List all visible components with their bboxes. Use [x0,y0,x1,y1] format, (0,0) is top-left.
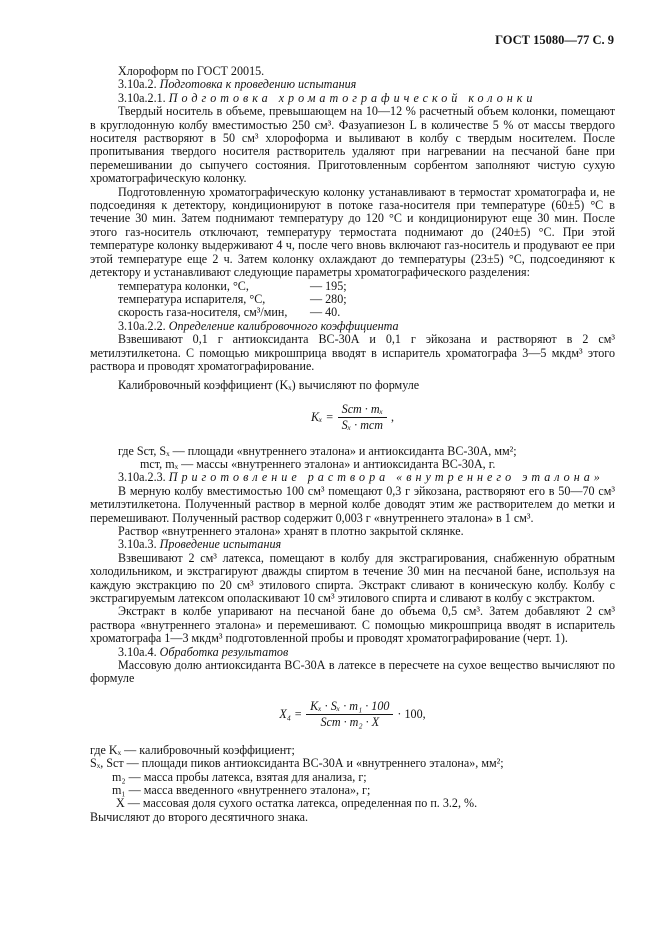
storage-paragraph: Раствор «внутреннего эталона» хранят в плотно закрытой склянке. [118,524,464,538]
section-3-10a-3 [90,538,615,551]
section-number: 3.10а.2.1. [118,90,166,105]
section-title: Подготовка хроматографической колонки [168,90,537,105]
parameter-row [118,306,615,319]
legend-line: где Sст, Sₓ — площади «внутреннего эталона» и антиоксиданта ВС-30А, мм²; [118,443,517,458]
formula-lhs: Kₓ = [310,409,334,424]
legend-line: Sₓ, Sст — площади пиков антиоксиданта ВС-30А и «внутреннего эталона», мм²; [90,756,504,771]
section-title: Приготовление раствора «внутреннего эталона» [168,470,604,485]
formula-tail: , [391,409,395,424]
extract-paragraph: Экстракт в колбе упаривают на песчаной бане до объема 0,5 см³. Затем добавляют 2 см³ раствора «внутреннего эталона» и перемешивают. С помощью микрошприца вводят в испаритель хроматографа 1—3 мкдм³ подготовленной пробы и проводят хроматографирование (черт. 1). [90,604,615,646]
formula-lhs: X₄ = [279,707,303,722]
latex-paragraph: Взвешивают 2 см³ латекса, помещают в колбу для экстрагирования, снабженную обратным холодильником, и экстрагируют дважды спиртом в течение 30 мин на песчаной бане, используя на каждую экстракцию по 20 см³ этилового спирта. Экстракт сливают в коническую колбу. Колбу с экстрагируемым латексом ополаскивают 10 см³ этилового спирта и сливают в колбу с экстрактом. [90,550,615,606]
calibration-formula [90,403,615,433]
solid-carrier-paragraph: Твердый носитель в объеме, превышающем на 10—12 % расчетный объем колонки, помещают в круглодонную колбу вместимостью 250 см³. Фазуапиезон L в количестве 5 % от массы твердого носителя растворяют в 50 см³ хлороформа и выливают в колбу с твердым носителем. После пропитывания твердого носителя растворитель удаляют при нагревании на песчаной бане при перемешивании до сыпучего состояния. Приготовленным сорбентом заполняют чистую сухую хроматографическую колонку. [90,104,615,186]
parameter-value: — 280; [310,291,347,306]
mass-intro-paragraph: Массовую долю антиоксиданта ВС-30А в латексе в пересчете на сухое вещество вычисляют по формуле [90,658,615,686]
legend-line: m₁ — масса введенного «внутреннего эталона», г; [112,782,371,797]
column-install-paragraph: Подготовленную хроматографическую колонку устанавливают в термостат хроматографа и, не подсоединяя к детектору, кондиционируют в потоке газа-носителя при температуре (60±5) °С в течение 30 мин. Затем поднимают температуру до 120 °С и кондиционируют еще 30 мин. После этого газ-носитель отключают, температуру термостата поднимают до (240±5) °С. При этой температуре колонку выдерживают 4 ч, после чего вновь включают газ-носитель и продувают ее при этой температуре еще 2 ч. Затем колонку охлаждают до температуры (23±5) °С, подсоединяют к детектору и устанавливают следующие параметры хроматографического разделения: [90,184,615,280]
formula-fraction [338,403,387,433]
parameter-label: температура колонки, °С, [118,278,249,293]
section-title: Определение калибровочного коэффициента [168,318,399,333]
section-3-10a-2-2 [90,320,615,333]
parameter-row [118,293,615,306]
parameter-value: — 195; [310,278,347,293]
parameter-label: скорость газа-носителя, см³/мин, [118,305,288,320]
section-3-10a-2 [90,78,615,91]
document-body [90,65,615,824]
mass-fraction-formula [90,700,615,730]
formula-numerator: Sст · mₓ [338,403,387,418]
section-title: Обработка результатов [159,644,289,659]
formula-fraction [306,700,393,730]
section-3-10a-4 [90,646,615,659]
section-number: 3.10а.2.3. [118,470,166,485]
formula-legend [90,445,615,472]
formula-denominator: Sₓ · mст [341,418,384,433]
legend-line: X — массовая доля сухого остатка латекса, определенная по п. 3.2, %. [116,796,478,811]
section-number: 3.10а.2. [118,77,157,92]
section-number: 3.10а.4. [118,644,157,659]
section-number: 3.10а.2.2. [118,318,166,333]
parameter-list [118,280,615,320]
formula-tail: · 100, [397,707,426,722]
parameter-label: температура испарителя, °С, [118,291,266,306]
rounding-note: Вычисляют до второго десятичного знака. [90,809,309,824]
parameter-value: — 40. [310,305,341,320]
legend-line: где Kₓ — калибровочный коэффициент; [90,742,295,757]
section-title: Подготовка к проведению испытания [159,77,357,92]
weigh-paragraph: Взвешивают 0,1 г антиоксиданта ВС-30А и 0,1 г эйкозана и растворяют в 2 см³ метилэтилкетона. С помощью микрошприца вводят в испаритель хроматографа 3—5 мкдм³ этого раствора и проводят хроматографирование. [90,332,615,373]
parameter-row [118,280,615,293]
legend-line: mст, mₓ — массы «внутреннего эталона» и антиоксиданта ВС-30А, г. [140,456,496,471]
formula-denominator: Sст · m₂ · X [320,715,380,730]
flask-paragraph: В мерную колбу вместимостью 100 см³ помещают 0,3 г эйкозана, растворяют его в 50—70 см³ метилэтилкетона. Полученный раствор в мерной колбе доводят этим же растворителем до метки и перемешивают. Полученный раствор содержит 0,003 г «внутреннего эталона» в 1 см³. [90,483,615,525]
formula-legend [90,744,615,811]
formula-numerator: Kₓ · Sₓ · m₁ · 100 [306,700,393,715]
section-3-10a-2-3 [90,471,615,484]
section-title: Проведение испытания [159,537,282,552]
legend-line: m₂ — масса пробы латекса, взятая для анализа, г; [112,769,367,784]
calibration-intro: Калибровочный коэффициент (Kₓ) вычисляют по формуле [118,378,420,393]
page-header: ГОСТ 15080—77 С. 9 [495,33,614,47]
section-3-10a-2-1 [90,92,615,105]
chloroform-line: Хлороформ по ГОСТ 20015. [118,64,265,78]
section-number: 3.10а.3. [118,537,157,552]
